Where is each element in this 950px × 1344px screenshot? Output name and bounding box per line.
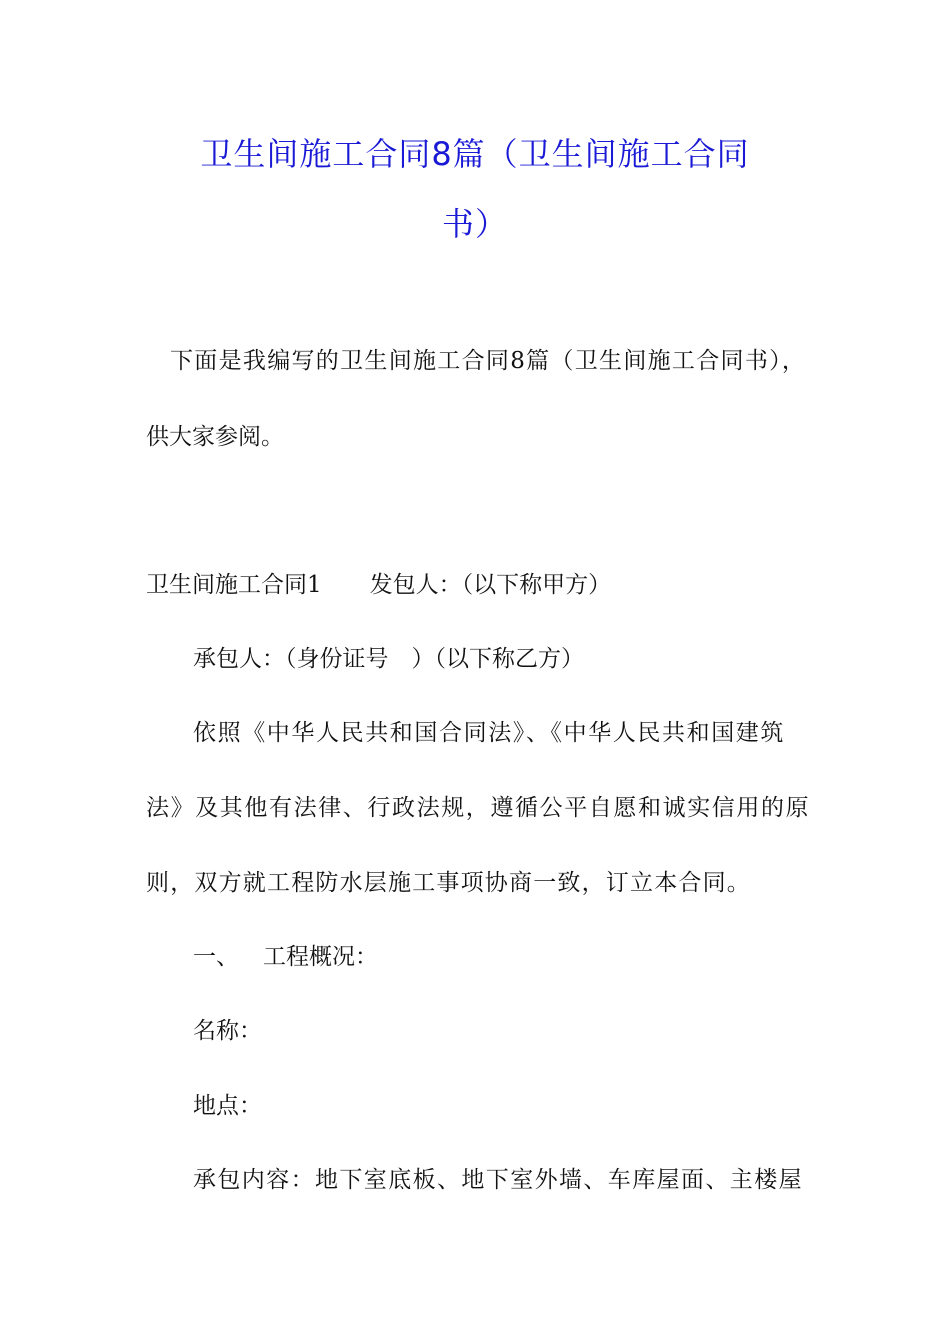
contract-heading: 卫生间施工合同1: [146, 572, 322, 598]
party-a-line: 发包人：（以下称甲方）: [369, 572, 612, 598]
section-1-number: 一、: [193, 944, 239, 970]
document-title-line-1: 卫生间施工合同8篇（卫生间施工合同: [200, 135, 750, 173]
project-name-label: 名称：: [193, 1018, 262, 1044]
party-b-line: 承包人：（身份证号 ）（以下称乙方）: [193, 646, 584, 672]
project-location-label: 地点：: [193, 1093, 262, 1119]
legal-basis-line-2: 法》及其他有法律、行政法规，遵循公平自愿和诚实信用的原: [146, 795, 811, 821]
contract-heading-row: [146, 570, 611, 600]
section-1-title: 工程概况：: [263, 944, 378, 970]
intro-paragraph-line-2: 供大家参阅。: [146, 424, 284, 450]
intro-paragraph-line-1: 下面是我编写的卫生间施工合同8篇（卫生间施工合同书），: [170, 348, 807, 374]
document-title-line-2: 书）: [441, 205, 508, 243]
contract-scope-line: 承包内容：地下室底板、地下室外墙、车库屋面、主楼屋: [193, 1167, 803, 1193]
legal-basis-line-1: 依照《中华人民共和国合同法》、《中华人民共和国建筑: [193, 720, 785, 746]
section-1-heading: [193, 942, 378, 972]
legal-basis-line-3: 则，双方就工程防水层施工事项协商一致，订立本合同。: [146, 870, 751, 896]
